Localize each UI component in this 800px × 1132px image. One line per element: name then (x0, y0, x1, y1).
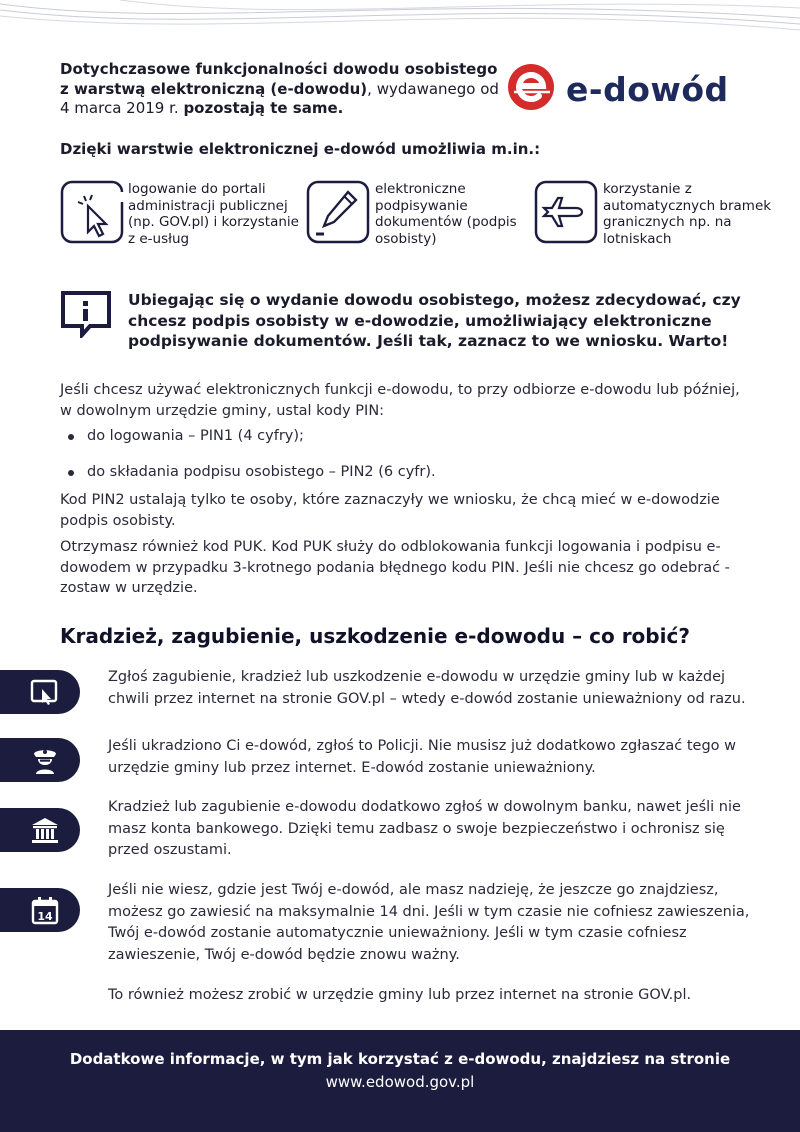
e-dowod-logo-icon (506, 62, 558, 112)
police-officer-icon (30, 745, 60, 775)
e-dowod-logo-text: e-dowód (566, 70, 729, 109)
step-icon-tab (0, 808, 80, 852)
intro-bold-lead: Dotychczasowe funkcjonalności dowodu osobistego z warstwą elektroniczną (e-dowodu) (60, 60, 498, 98)
calendar-icon (30, 895, 60, 925)
pen-icon (304, 178, 370, 246)
feature-signature-text: elektroniczne podpisywanie dokumentów (podpis osobisty) (375, 181, 517, 247)
pin-list (60, 426, 750, 497)
pin-list-item: do składania podpisu osobistego – PIN2 (6 cyfr). (60, 462, 750, 483)
tablet-touch-icon (30, 677, 60, 707)
step-police-text: Jeśli ukradziono Ci e-dowód, zgłoś to Policji. Nie musisz już dodatkowo zgłaszać tego w urzędzie gminy lub przez internet. E-dowód zostanie unieważniony. (108, 738, 736, 776)
info-callout-text: Ubiegając się o wydanie dowodu osobistego, możesz zdecydować, czy chcesz podpis osobisty w e-dowodzie, umożliwiający elektroniczne podpisywanie dokumentów. Jeśli tak, zaznacz to we wniosku. Warto! (128, 291, 741, 350)
feature-login-text: logowanie do portali administracji publicznej (np. GOV.pl) i korzystanie z e-usług (128, 181, 299, 247)
loss-heading: Kradzież, zagubienie, uszkodzenie e-dowodu – co robić? (60, 624, 690, 648)
calendar-day-label: 14 (37, 910, 53, 923)
step-icon-tab (0, 888, 80, 932)
intro-middle: , wydawanego od 4 marca 2019 r. (60, 79, 499, 117)
step-suspend-text: Jeśli nie wiesz, gdzie jest Twój e-dowód, ale masz nadzieję, że jeszcze go znajdziesz, możesz go zawiesić na maksymalnie 14 dni. Jeśli w tym czasie nie cofniesz zawieszenia, Twój e-dowód zostanie automatycznie unieważniony. Jeśli w tym czasie cofniesz zawieszenie, Twój e-dowód będzie znowu ważny. (108, 882, 750, 963)
step-report-loss-text: Zgłoś zagubienie, kradzież lub uszkodzenie e-dowodu w urzędzie gminy lub w każdej chwili przez internet na stronie GOV.pl – wtedy e-dowód zostanie unieważniony od razu. (108, 669, 746, 707)
airplane-icon (532, 178, 598, 246)
decorative-waves (0, 0, 800, 40)
cursor-icon (58, 178, 124, 246)
bank-icon (30, 815, 60, 845)
footer-website-link[interactable]: www.edowod.gov.pl (325, 1073, 475, 1091)
puk-note-paragraph: Otrzymasz również kod PUK. Kod PUK służy do odblokowania funkcji logowania i podpisu e-dowodem w przypadku 3-krotnego podania błędnego kodu PIN. Jeśli nie chcesz go odebrać - zostaw w urzędzie. (60, 539, 730, 596)
step-icon-tab (0, 670, 80, 714)
footer-info-text: Dodatkowe informacje, w tym jak korzystać z e-dowodu, znajdziesz na stronie (69, 1050, 731, 1068)
info-icon (60, 290, 112, 338)
features-heading: Dzięki warstwie elektronicznej e-dowód umożliwia m.in.: (60, 140, 541, 158)
feature-border-gates-text: korzystanie z automatycznych bramek granicznych np. na lotniskach (603, 181, 772, 247)
pin-intro-paragraph: Jeśli chcesz używać elektronicznych funkcji e-dowodu, to przy odbiorze e-dowodu lub później, w dowolnym urzędzie gminy, ustal kody PIN: (60, 382, 740, 419)
intro-paragraph (60, 60, 500, 119)
intro-bold-tail: pozostają te same. (183, 99, 344, 117)
step-bank-text: Kradzież lub zagubienie e-dowodu dodatkowo zgłoś w dowolnym banku, nawet jeśli nie masz konta bankowego. Dzięki temu zadbasz o swoje bezpieczeństwo i ochronisz się przed oszustami. (108, 799, 741, 858)
closing-note: To również możesz zrobić w urzędzie gminy lub przez internet na stronie GOV.pl. (108, 987, 692, 1003)
pin2-note-paragraph: Kod PIN2 ustalają tylko te osoby, które zaznaczyły we wniosku, że chcą mieć w e-dowodzie podpis osobisty. (60, 492, 720, 529)
pin-list-item: do logowania – PIN1 (4 cyfry); (60, 426, 750, 447)
step-icon-tab (0, 738, 80, 782)
